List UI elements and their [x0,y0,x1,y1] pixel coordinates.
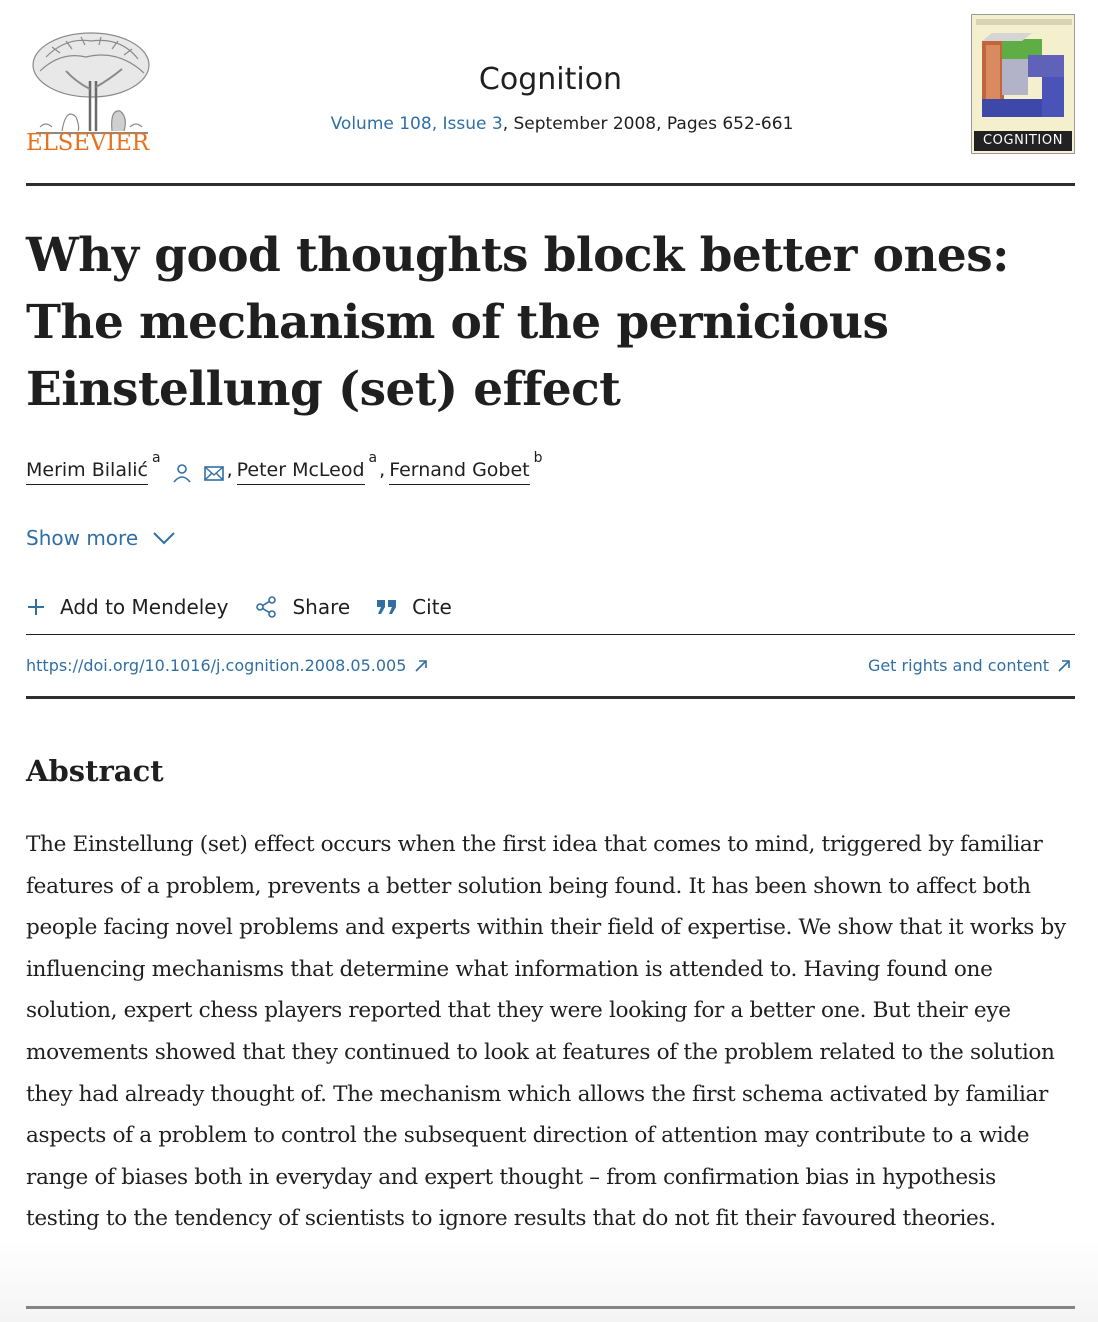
external-link-icon [1057,659,1071,673]
doi-text: https://doi.org/10.1016/j.cognition.2008.05.005 [26,656,407,675]
author-list [26,450,543,485]
author-link[interactable]: Peter McLeod [237,458,365,485]
section-divider [26,1306,1075,1309]
article-page [26,0,1075,1322]
journal-title[interactable]: Cognition [478,62,623,97]
chevron-down-icon [152,531,176,545]
show-more-label: Show more [26,526,139,550]
toolbar-divider [26,634,1075,635]
issue-date-pages: , September 2008, Pages 652-661 [502,114,794,134]
abstract-text: The Einstellung (set) effect occurs when the first idea that comes to mind, triggered by familiar features of a problem, prevents a better solution being found. It has been shown to affect both people facing novel problems and experts within their field of expertise. We show that it works by influencing mechanisms that determine what information is attended to. Having found one solution, expert chess players reported that they were looking for a better one. But their eye movements showed that they continued to look at features of the problem related to the solution they had already thought of. The mechanism which allows the first schema activated by familiar aspects of a problem to control the subsequent direction of attention may contribute to a wide range of biases both in everyday and expert thought – from confirmation bias in hypothesis testing to the tendency of scientists to ignore results that do not fit their favoured theories. [26,832,1066,1232]
share-button[interactable] [254,595,350,619]
affiliation-marker[interactable]: b [533,450,543,466]
external-link-icon [414,659,428,673]
author-link[interactable]: Merim Bilalić [26,458,148,485]
abstract-heading: Abstract [26,754,164,788]
section-divider [26,696,1075,699]
issue-line [26,114,1098,134]
journal-cover-image[interactable] [971,14,1075,154]
quote-icon [376,598,398,616]
add-to-mendeley-button[interactable] [26,595,228,619]
plus-icon [26,597,46,617]
person-icon[interactable] [171,462,193,484]
share-icon [254,595,278,619]
cite-label: Cite [412,595,452,619]
cover-artwork [972,15,1075,133]
show-more-button[interactable] [26,526,176,550]
mendeley-label: Add to Mendeley [60,595,229,619]
get-rights-link[interactable] [868,656,1071,675]
article-title: Why good thoughts block better ones: The mechanism of the pernicious Einstellung (set) effect [26,228,1009,417]
affiliation-marker[interactable]: a [151,450,161,466]
volume-issue-link[interactable]: Volume 108, Issue 3 [330,114,503,134]
author-separator: , [226,459,233,481]
doi-link[interactable] [26,656,428,675]
rights-text: Get rights and content [867,656,1049,675]
email-icon[interactable] [203,462,225,484]
cover-label: COGNITION [974,131,1072,151]
bottom-fade [0,1240,1098,1322]
share-label: Share [292,595,351,619]
author-link[interactable]: Fernand Gobet [389,458,529,485]
article-header [26,0,1075,186]
cite-button[interactable] [376,595,452,619]
article-toolbar [26,592,478,622]
affiliation-marker[interactable]: a [368,450,378,466]
author-separator: , [379,459,386,481]
elsevier-wordmark: ELSEVIER [26,130,149,156]
